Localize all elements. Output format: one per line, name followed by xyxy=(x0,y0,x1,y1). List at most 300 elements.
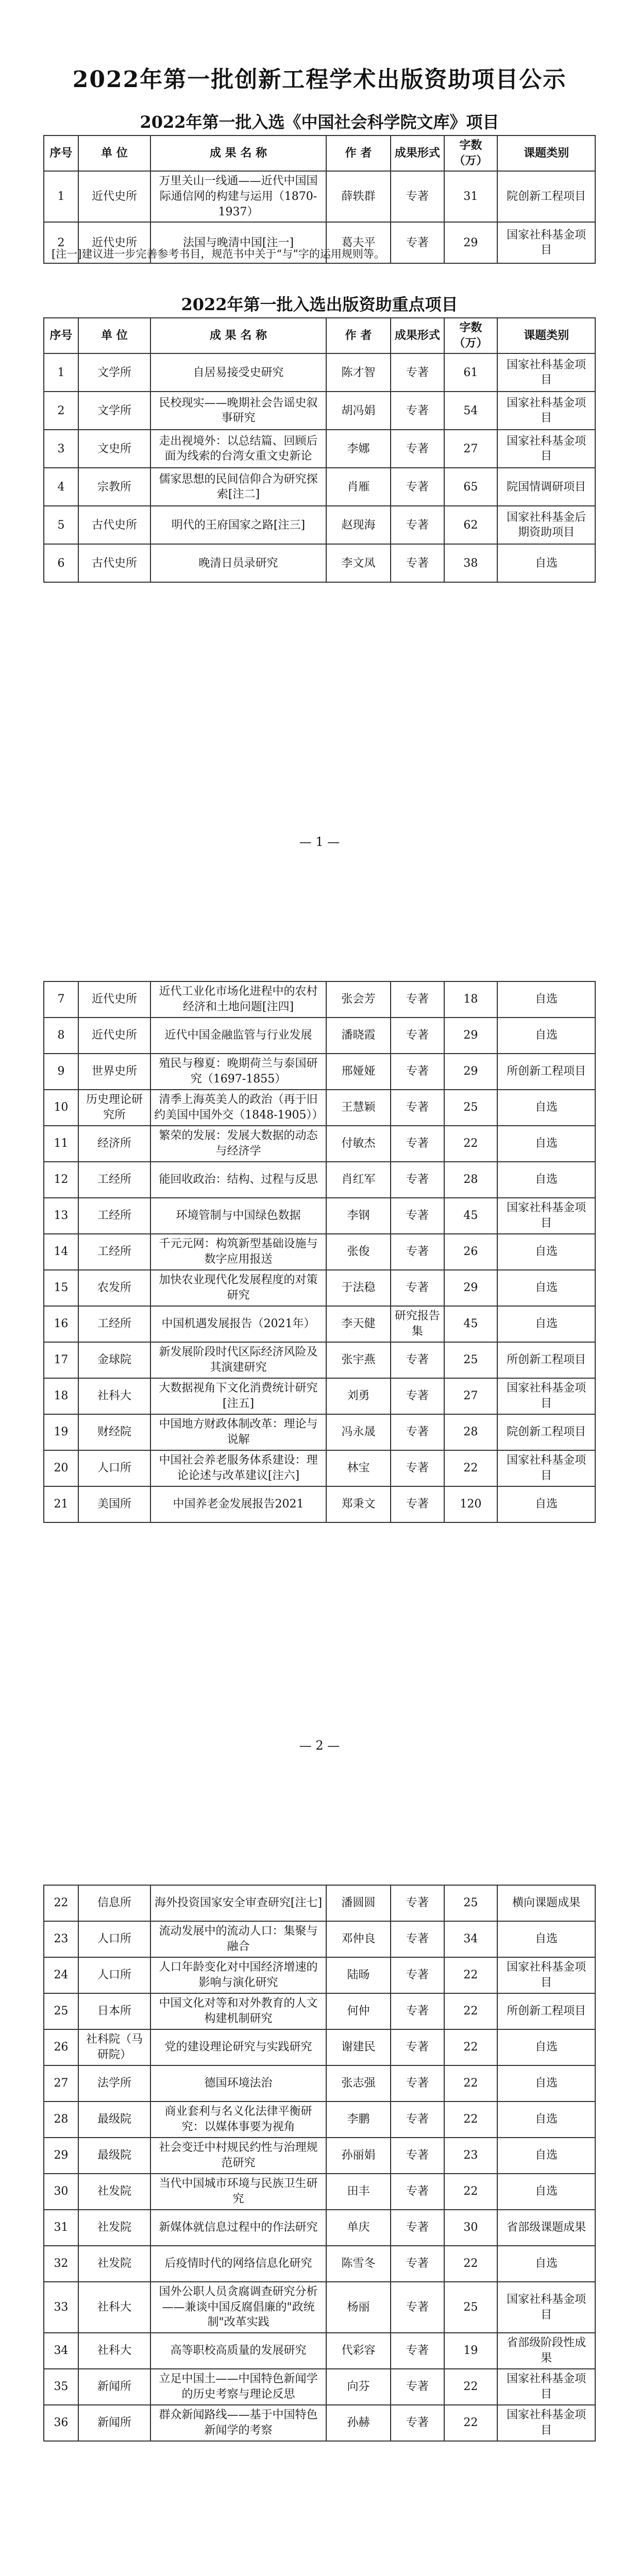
table-row xyxy=(44,1090,595,1126)
cell-title: 人口年龄变化对中国经济增速的影响与演化研究 xyxy=(150,1957,326,1993)
cell-no: 25 xyxy=(44,1993,78,2029)
cell-category: 自选 xyxy=(497,2138,595,2174)
cell-unit: 文史所 xyxy=(78,430,150,468)
cell-category: 省部级课题成果 xyxy=(497,2210,595,2246)
cell-unit: 宗教所 xyxy=(78,468,150,506)
cell-category: 自选 xyxy=(497,981,595,1018)
cell-author: 肖红军 xyxy=(326,1162,391,1198)
cell-no: 22 xyxy=(44,1885,78,1921)
cell-unit: 文学所 xyxy=(78,392,150,430)
table-row xyxy=(44,2174,595,2210)
cell-title: 千元元网：构筑新型基础设施与数字应用报送 xyxy=(150,1234,326,1270)
cell-unit: 社科大 xyxy=(78,2333,150,2369)
cell-words: 22 xyxy=(444,2174,498,2210)
cell-category: 自选 xyxy=(497,2065,595,2102)
cell-words: 29 xyxy=(444,1054,498,1090)
cell-unit: 金球院 xyxy=(78,1342,150,1378)
cell-unit: 人口所 xyxy=(78,1450,150,1486)
cell-unit: 最级院 xyxy=(78,2102,150,2138)
cell-form: 专著 xyxy=(391,171,444,222)
cell-title: 新发展阶段时代区际经济风险及其演建研究 xyxy=(150,1342,326,1378)
cell-no: 2 xyxy=(44,222,78,263)
cell-form: 专著 xyxy=(391,2065,444,2102)
table-row xyxy=(44,430,595,468)
cell-category: 院创新工程项目 xyxy=(497,1414,595,1450)
cell-words: 22 xyxy=(444,2065,498,2102)
cell-category: 自选 xyxy=(497,1018,595,1054)
cell-category: 省部级阶段性成果 xyxy=(497,2333,595,2369)
cell-form: 专著 xyxy=(391,222,444,263)
cell-no: 31 xyxy=(44,2210,78,2246)
cell-category: 国家社科基金项目 xyxy=(497,2405,595,2441)
table-row xyxy=(44,2102,595,2138)
table-row xyxy=(44,1342,595,1378)
cell-unit: 近代史所 xyxy=(78,1018,150,1054)
cell-form: 专著 xyxy=(391,2029,444,2065)
table-row xyxy=(44,1486,595,1522)
cell-no: 32 xyxy=(44,2246,78,2282)
cell-category: 自选 xyxy=(497,1234,595,1270)
cell-category: 国家社科基金项目 xyxy=(497,430,595,468)
cell-form: 专著 xyxy=(391,1090,444,1126)
cell-title: 能回收政治：结构、过程与反思 xyxy=(150,1162,326,1198)
cell-form: 专著 xyxy=(391,981,444,1018)
cell-author: 潘晓霞 xyxy=(326,1018,391,1054)
cell-unit: 历史理论研究所 xyxy=(78,1090,150,1126)
cell-no: 30 xyxy=(44,2174,78,2210)
cell-unit: 农发所 xyxy=(78,1270,150,1306)
section1-title: 2022年第一批入选《中国社会科学院文库》项目 xyxy=(140,112,499,132)
cell-words: 27 xyxy=(444,1378,498,1414)
cell-words: 22 xyxy=(444,2369,498,2405)
cell-category: 自选 xyxy=(497,2102,595,2138)
page-1 xyxy=(0,0,639,904)
page-number: — 2 — xyxy=(299,1738,340,1753)
cell-author: 王慧颖 xyxy=(326,1090,391,1126)
cell-no: 2 xyxy=(44,392,78,430)
cell-no: 26 xyxy=(44,2029,78,2065)
cell-unit: 社科院（马研院） xyxy=(78,2029,150,2065)
cell-words: 22 xyxy=(444,1450,498,1486)
cell-title: 环境管制与中国绿色数据 xyxy=(150,1198,326,1234)
cell-category: 自选 xyxy=(497,2174,595,2210)
cell-category: 自选 xyxy=(497,2246,595,2282)
cell-no: 1 xyxy=(44,353,78,392)
table-row xyxy=(44,2369,595,2405)
cell-category: 自选 xyxy=(497,2029,595,2065)
cell-no: 20 xyxy=(44,1450,78,1486)
table-row xyxy=(44,2246,595,2282)
cell-no: 35 xyxy=(44,2369,78,2405)
cell-no: 29 xyxy=(44,2138,78,2174)
cell-no: 6 xyxy=(44,544,78,582)
cell-words: 45 xyxy=(444,1306,498,1342)
cell-no: 15 xyxy=(44,1270,78,1306)
cell-author: 于法稳 xyxy=(326,1270,391,1306)
cell-author: 李文凤 xyxy=(326,544,391,582)
cell-words: 120 xyxy=(444,1486,498,1522)
cell-author: 林宝 xyxy=(326,1450,391,1486)
cell-no: 34 xyxy=(44,2333,78,2369)
cell-unit: 工经所 xyxy=(78,1198,150,1234)
cell-unit: 社发院 xyxy=(78,2174,150,2210)
cell-unit: 古代史所 xyxy=(78,506,150,544)
table-row xyxy=(44,468,595,506)
header-words: 字数（万） xyxy=(444,135,498,171)
page-number: — 1 — xyxy=(299,835,340,849)
cell-category: 所创新工程项目 xyxy=(497,1342,595,1378)
cell-title: 新媒体就信息过程中的作法研究 xyxy=(150,2210,326,2246)
cell-unit: 财经院 xyxy=(78,1414,150,1450)
cell-no: 10 xyxy=(44,1090,78,1126)
cell-words: 22 xyxy=(444,2246,498,2282)
header-name: 成 果 名 称 xyxy=(150,135,326,171)
table-row xyxy=(44,1270,595,1306)
table-row xyxy=(44,2405,595,2441)
cell-category: 国家社科基金项目 xyxy=(497,1450,595,1486)
cell-title: 自居易接受史研究 xyxy=(150,353,326,392)
cell-unit: 古代史所 xyxy=(78,544,150,582)
cell-unit: 人口所 xyxy=(78,1921,150,1957)
header-no: 序号 xyxy=(44,135,78,171)
cell-category: 自选 xyxy=(497,1486,595,1522)
cell-unit: 社发院 xyxy=(78,2246,150,2282)
cell-author: 付敏杰 xyxy=(326,1126,391,1162)
cell-unit: 信息所 xyxy=(78,1885,150,1921)
cell-author: 肖雁 xyxy=(326,468,391,506)
table-row xyxy=(44,1450,595,1486)
cell-author: 孙丽娟 xyxy=(326,2138,391,2174)
cell-title: 民校现实——晚期社会告谣史叙事研究 xyxy=(150,392,326,430)
cell-form: 专著 xyxy=(391,468,444,506)
table-row xyxy=(44,2210,595,2246)
cell-words: 25 xyxy=(444,1090,498,1126)
cell-category: 自选 xyxy=(497,1126,595,1162)
cell-words: 62 xyxy=(444,506,498,544)
table-row xyxy=(44,2282,595,2333)
cell-no: 4 xyxy=(44,468,78,506)
cell-title: 大数据视角下文化消费统计研究[注五] xyxy=(150,1378,326,1414)
cell-words: 38 xyxy=(444,544,498,582)
cell-title: 流动发展中的流动人口：集聚与融合 xyxy=(150,1921,326,1957)
cell-words: 29 xyxy=(444,1018,498,1054)
cell-category: 国家社科基金项目 xyxy=(497,2282,595,2333)
cell-words: 29 xyxy=(444,222,498,263)
table-row xyxy=(44,2065,595,2102)
cell-unit: 工经所 xyxy=(78,1162,150,1198)
cell-title: 繁荣的发展：发展大数据的动态与经济学 xyxy=(150,1126,326,1162)
cell-title: 明代的王府国家之路[注三] xyxy=(150,506,326,544)
cell-author: 单庆 xyxy=(326,2210,391,2246)
cell-form: 专著 xyxy=(391,2282,444,2333)
cell-author: 田丰 xyxy=(326,2174,391,2210)
cell-words: 28 xyxy=(444,1162,498,1198)
section2-table-part3 xyxy=(43,1885,596,2442)
cell-title: 近代工业化市场化进程中的农村经济和土地问题[注四] xyxy=(150,981,326,1018)
cell-words: 23 xyxy=(444,2138,498,2174)
header-name: 成 果 名 称 xyxy=(150,318,326,353)
cell-author: 郑秉文 xyxy=(326,1486,391,1522)
cell-words: 27 xyxy=(444,430,498,468)
cell-form: 专著 xyxy=(391,392,444,430)
cell-author: 胡冯娟 xyxy=(326,392,391,430)
cell-unit: 美国所 xyxy=(78,1486,150,1522)
cell-form: 专著 xyxy=(391,1234,444,1270)
table-row xyxy=(44,1234,595,1270)
cell-no: 21 xyxy=(44,1486,78,1522)
cell-form: 专著 xyxy=(391,1957,444,1993)
cell-unit: 新闻所 xyxy=(78,2369,150,2405)
cell-author: 陈才智 xyxy=(326,353,391,392)
cell-category: 所创新工程项目 xyxy=(497,1054,595,1090)
cell-form: 专著 xyxy=(391,1414,444,1450)
cell-unit: 社科大 xyxy=(78,2282,150,2333)
cell-author: 潘圆圆 xyxy=(326,1885,391,1921)
cell-title: 商业套利与名义化法律平衡研究：以媒体事要为视角 xyxy=(150,2102,326,2138)
cell-category: 国家社科基金后期资助项目 xyxy=(497,506,595,544)
section1-notes xyxy=(52,246,598,263)
cell-no: 16 xyxy=(44,1306,78,1342)
table-row xyxy=(44,1921,595,1957)
cell-unit: 新闻所 xyxy=(78,2405,150,2441)
cell-words: 22 xyxy=(444,2102,498,2138)
header-category: 课题类别 xyxy=(497,135,595,171)
cell-title: 走出视境外：以总结篇、回顾后面为线索的台湾女重文史新论 xyxy=(150,430,326,468)
cell-category: 自选 xyxy=(497,1090,595,1126)
section2-title: 2022年第一批入选出版资助重点项目 xyxy=(181,295,458,314)
cell-words: 25 xyxy=(444,2282,498,2333)
cell-category: 院国情调研项目 xyxy=(497,468,595,506)
cell-no: 23 xyxy=(44,1921,78,1957)
cell-no: 5 xyxy=(44,506,78,544)
cell-title: 国外公职人员贪腐调查研究分析——兼谈中国反腐倡廉的"政统制"改革实践 xyxy=(150,2282,326,2333)
cell-author: 张俊 xyxy=(326,1234,391,1270)
cell-form: 专著 xyxy=(391,1018,444,1054)
table-row xyxy=(44,1378,595,1414)
cell-author: 张宇燕 xyxy=(326,1342,391,1378)
table-row xyxy=(44,1306,595,1342)
cell-form: 专著 xyxy=(391,1054,444,1090)
cell-author: 邢娅娅 xyxy=(326,1054,391,1090)
cell-words: 29 xyxy=(444,1270,498,1306)
cell-category: 国家社科基金项目 xyxy=(497,392,595,430)
cell-no: 33 xyxy=(44,2282,78,2333)
header-unit: 单 位 xyxy=(78,135,150,171)
cell-form: 专著 xyxy=(391,506,444,544)
cell-words: 22 xyxy=(444,1126,498,1162)
cell-no: 9 xyxy=(44,1054,78,1090)
cell-words: 25 xyxy=(444,1342,498,1378)
cell-form: 专著 xyxy=(391,2333,444,2369)
cell-unit: 经济所 xyxy=(78,1126,150,1162)
cell-title: 晚清日员录研究 xyxy=(150,544,326,582)
cell-title: 德国环境法治 xyxy=(150,2065,326,2102)
cell-author: 陆旸 xyxy=(326,1957,391,1993)
cell-category: 国家社科基金项目 xyxy=(497,353,595,392)
cell-unit: 工经所 xyxy=(78,1234,150,1270)
cell-title: 立足中国土——中国特色新闻学的历史考察与理论反思 xyxy=(150,2369,326,2405)
cell-form: 专著 xyxy=(391,2210,444,2246)
cell-author: 刘勇 xyxy=(326,1378,391,1414)
cell-form: 专著 xyxy=(391,2405,444,2441)
cell-unit: 社发院 xyxy=(78,2210,150,2246)
cell-category: 国家社科基金项目 xyxy=(497,1378,595,1414)
cell-title: 中国养老金发展报告2021 xyxy=(150,1486,326,1522)
table-row xyxy=(44,1198,595,1234)
cell-no: 36 xyxy=(44,2405,78,2441)
cell-form: 专著 xyxy=(391,1378,444,1414)
section2-table-part1 xyxy=(43,317,596,583)
cell-category: 国家社科基金项目 xyxy=(497,222,595,263)
cell-title: 法国与晚清中国[注一] xyxy=(150,222,326,263)
cell-form: 专著 xyxy=(391,1921,444,1957)
cell-title: 加快农业现代化发展程度的对策研究 xyxy=(150,1270,326,1306)
cell-words: 22 xyxy=(444,1957,498,1993)
cell-form: 专著 xyxy=(391,1270,444,1306)
cell-words: 54 xyxy=(444,392,498,430)
cell-category: 自选 xyxy=(497,544,595,582)
cell-title: 后疫情时代的网络信息化研究 xyxy=(150,2246,326,2282)
cell-author: 薛轶群 xyxy=(326,171,391,222)
section1-table xyxy=(43,135,596,264)
cell-author: 向芬 xyxy=(326,2369,391,2405)
cell-words: 22 xyxy=(444,2405,498,2441)
cell-form: 专著 xyxy=(391,2138,444,2174)
cell-words: 22 xyxy=(444,1993,498,2029)
cell-words: 19 xyxy=(444,2333,498,2369)
table-row xyxy=(44,2333,595,2369)
cell-title: 中国文化对等和对外教育的人文构建机制研究 xyxy=(150,1993,326,2029)
cell-author: 代彩容 xyxy=(326,2333,391,2369)
cell-words: 34 xyxy=(444,1921,498,1957)
cell-category: 自选 xyxy=(497,1162,595,1198)
cell-form: 专著 xyxy=(391,1450,444,1486)
cell-form: 专著 xyxy=(391,2102,444,2138)
table-row xyxy=(44,981,595,1018)
table-row xyxy=(44,1414,595,1450)
cell-form: 专著 xyxy=(391,1198,444,1234)
cell-form: 专著 xyxy=(391,1342,444,1378)
cell-title: 当代中国城市环境与民族卫生研究 xyxy=(150,2174,326,2210)
cell-title: 高等职校高质量的发展研究 xyxy=(150,2333,326,2369)
cell-words: 18 xyxy=(444,981,498,1018)
cell-words: 31 xyxy=(444,171,498,222)
cell-author: 陈雪冬 xyxy=(326,2246,391,2282)
header-author: 作 者 xyxy=(326,318,391,353)
cell-author: 张会芳 xyxy=(326,981,391,1018)
cell-category: 国家社科基金项目 xyxy=(497,1957,595,1993)
cell-author: 冯永晟 xyxy=(326,1414,391,1450)
cell-author: 邓仲良 xyxy=(326,1921,391,1957)
cell-author: 谢建民 xyxy=(326,2029,391,2065)
table-row xyxy=(44,506,595,544)
cell-form: 专著 xyxy=(391,430,444,468)
cell-unit: 法学所 xyxy=(78,2065,150,2102)
cell-category: 院创新工程项目 xyxy=(497,171,595,222)
cell-category: 自选 xyxy=(497,1270,595,1306)
cell-title: 党的建设理论研究与实践研究 xyxy=(150,2029,326,2065)
cell-words: 65 xyxy=(444,468,498,506)
cell-author: 葛夫平 xyxy=(326,222,391,263)
table-header-row xyxy=(44,135,595,171)
table-row xyxy=(44,392,595,430)
cell-unit: 工经所 xyxy=(78,1306,150,1342)
table-row xyxy=(44,1993,595,2029)
cell-author: 李娜 xyxy=(326,430,391,468)
cell-words: 61 xyxy=(444,353,498,392)
table-row xyxy=(44,1126,595,1162)
cell-form: 专著 xyxy=(391,2174,444,2210)
cell-form: 研究报告集 xyxy=(391,1306,444,1342)
cell-no: 18 xyxy=(44,1378,78,1414)
cell-unit: 近代史所 xyxy=(78,171,150,222)
cell-words: 22 xyxy=(444,2029,498,2065)
cell-words: 25 xyxy=(444,1885,498,1921)
cell-unit: 近代史所 xyxy=(78,981,150,1018)
cell-no: 19 xyxy=(44,1414,78,1450)
cell-author: 赵现海 xyxy=(326,506,391,544)
header-category: 课题类别 xyxy=(497,318,595,353)
table-row xyxy=(44,2029,595,2065)
cell-words: 28 xyxy=(444,1414,498,1450)
cell-title: 清季上海英美人的政治（再于旧约美国中国外交（1848-1905）） xyxy=(150,1090,326,1126)
cell-no: 14 xyxy=(44,1234,78,1270)
page-3 xyxy=(0,1807,639,2576)
table-row xyxy=(44,1018,595,1054)
cell-words: 45 xyxy=(444,1198,498,1234)
header-words: 字数（万） xyxy=(444,318,498,353)
cell-author: 李天健 xyxy=(326,1306,391,1342)
cell-category: 国家社科基金项目 xyxy=(497,1198,595,1234)
cell-unit: 近代史所 xyxy=(78,222,150,263)
cell-unit: 最级院 xyxy=(78,2138,150,2174)
cell-unit: 世界史所 xyxy=(78,1054,150,1090)
cell-no: 7 xyxy=(44,981,78,1018)
table-row xyxy=(44,544,595,582)
table-row xyxy=(44,2138,595,2174)
cell-title: 中国机遇发展报告（2021年） xyxy=(150,1306,326,1342)
cell-author: 张志强 xyxy=(326,2065,391,2102)
cell-category: 横向课题成果 xyxy=(497,1885,595,1921)
cell-form: 专著 xyxy=(391,1993,444,2029)
cell-form: 专著 xyxy=(391,2246,444,2282)
cell-author: 李钢 xyxy=(326,1198,391,1234)
header-form: 成果形式 xyxy=(391,135,444,171)
cell-no: 3 xyxy=(44,430,78,468)
main-title: 2022年第一批创新工程学术出版资助项目公示 xyxy=(72,66,567,93)
cell-author: 孙赫 xyxy=(326,2405,391,2441)
header-no: 序号 xyxy=(44,318,78,353)
cell-form: 专著 xyxy=(391,544,444,582)
section2-table-part2 xyxy=(43,981,596,1523)
cell-unit: 文学所 xyxy=(78,353,150,392)
cell-title: 海外投资国家安全审查研究[注七] xyxy=(150,1885,326,1921)
cell-form: 专著 xyxy=(391,1126,444,1162)
table-row xyxy=(44,1957,595,1993)
table-row xyxy=(44,171,595,222)
cell-form: 专著 xyxy=(391,2369,444,2405)
cell-no: 28 xyxy=(44,2102,78,2138)
table-row xyxy=(44,1054,595,1090)
cell-no: 12 xyxy=(44,1162,78,1198)
table-row xyxy=(44,1885,595,1921)
header-author: 作 者 xyxy=(326,135,391,171)
cell-title: 中国社会养老服务体系建设：理论论述与改革建议[注六] xyxy=(150,1450,326,1486)
cell-author: 李鹏 xyxy=(326,2102,391,2138)
header-unit: 单 位 xyxy=(78,318,150,353)
cell-title: 近代中国金融监管与行业发展 xyxy=(150,1018,326,1054)
cell-no: 1 xyxy=(44,171,78,222)
